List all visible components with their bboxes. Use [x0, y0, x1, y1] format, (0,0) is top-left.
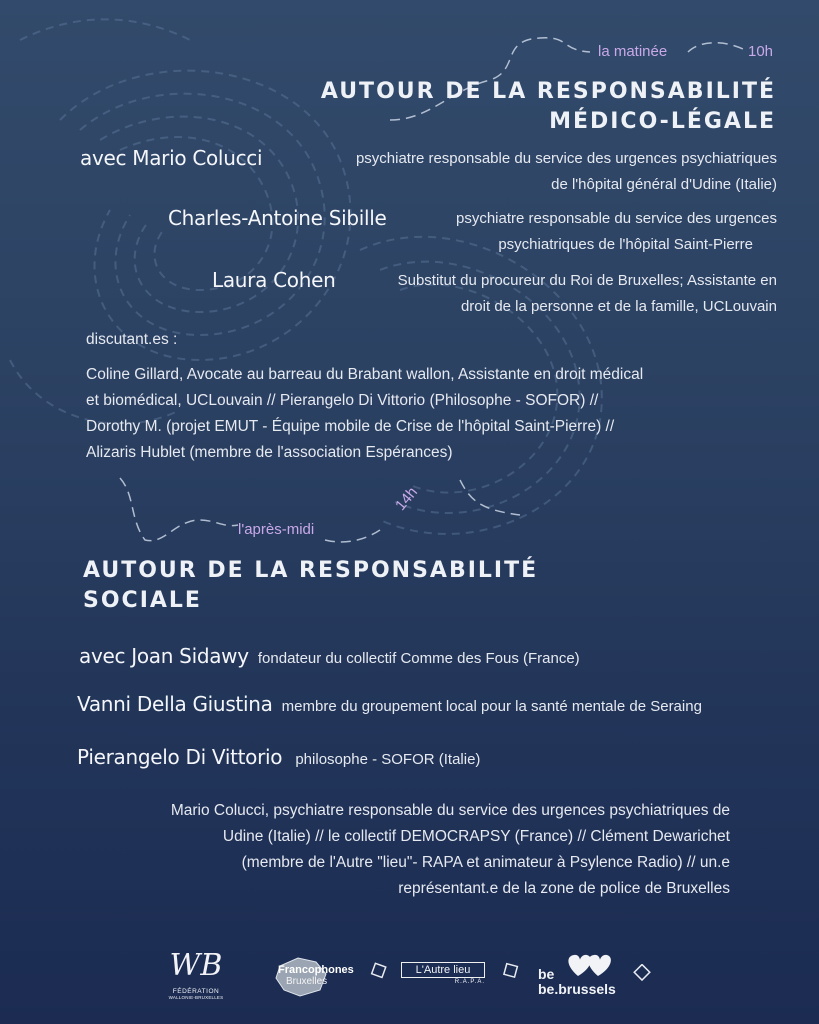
- speaker-desc: psychiatriques de l'hôpital Saint-Pierre: [498, 236, 753, 253]
- speaker-desc: philosophe - SOFOR (Italie): [295, 751, 481, 768]
- diamond-icon: [370, 962, 388, 980]
- discussants-line: (membre de l'Autre "lieu"- RAPA et animateur à Psylence Radio) // un.e: [241, 854, 730, 871]
- be-brussels-logo: [538, 950, 628, 996]
- morning-title-line1: AUTOUR DE LA RESPONSABILITÉ: [320, 79, 776, 104]
- autre-lieu-sub: R.A.P.A.: [454, 979, 485, 985]
- discussants-line: et biomédical, UCLouvain // Pierangelo Di Vittorio (Philosophe - SOFOR) //: [86, 392, 599, 409]
- morning-title-line2: MÉDICO-LÉGALE: [549, 109, 776, 134]
- discussants-line: Udine (Italie) // le collectif DEMOCRAPSY (France) // Clément Dewarichet: [222, 828, 730, 845]
- speaker-desc: membre du groupement local pour la santé mentale de Seraing: [281, 698, 702, 715]
- discussants-line: Dorothy M. (projet EMUT - Équipe mobile de Crise de l'hôpital Saint-Pierre) //: [86, 418, 615, 435]
- morning-discussants: [86, 362, 746, 466]
- fwb-line2: WALLONIE-BRUXELLES: [168, 995, 224, 1000]
- autre-lieu-logo: [401, 962, 485, 985]
- afternoon-title-line2: SOCIALE: [83, 588, 202, 613]
- speaker-name: Pierangelo Di Vittorio: [77, 745, 283, 769]
- fwb-line1: FÉDÉRATION: [172, 988, 220, 995]
- afternoon-title: [83, 556, 538, 616]
- morning-label: la matinée: [598, 43, 668, 60]
- fwb-logo: [166, 950, 226, 1000]
- speaker-desc: Substitut du procureur du Roi de Bruxelles; Assistante en: [397, 272, 777, 289]
- afternoon-discussants: [70, 798, 730, 902]
- discussants-label: discutant.es :: [86, 331, 178, 348]
- francophones-logo: [270, 952, 360, 996]
- speaker-desc: fondateur du collectif Comme des Fous (France): [257, 650, 580, 667]
- autre-lieu-name: L'Autre lieu: [401, 962, 485, 978]
- speaker-desc: droit de la personne et de la famille, UCLouvain: [460, 298, 777, 315]
- discussants-line: Mario Colucci, psychiatre responsable du service des urgences psychiatriques de: [170, 802, 730, 819]
- francophones-line1: Francophones: [278, 964, 354, 976]
- hearts-icon: [564, 950, 616, 980]
- fwb-mark: WB: [169, 948, 223, 983]
- afternoon-title-line1: AUTOUR DE LA RESPONSABILITÉ: [83, 558, 539, 583]
- afternoon-speaker-3: [77, 745, 480, 769]
- morning-title: [321, 77, 776, 137]
- speaker-name: avec Mario Colucci: [80, 146, 263, 170]
- afternoon-label: l'après-midi: [238, 521, 315, 538]
- afternoon-speaker-1: [79, 644, 580, 668]
- francophones-line2: Bruxelles: [286, 976, 328, 987]
- speaker-desc: de l'hôpital général d'Udine (Italie): [551, 176, 777, 193]
- speaker-desc: psychiatre responsable du service des urgences: [455, 210, 777, 227]
- discussants-line: Alizaris Hublet (membre de l'association Espérances): [86, 444, 453, 461]
- afternoon-speaker-2: [77, 692, 702, 716]
- be-brussels-text: be.brussels: [538, 981, 616, 997]
- discussants-line: Coline Gillard, Avocate au barreau du Brabant wallon, Assistante en droit médical: [86, 366, 644, 383]
- speaker-name: avec Joan Sidawy: [79, 644, 249, 668]
- speaker-name: Laura Cohen: [212, 268, 336, 292]
- speaker-name: Charles-Antoine Sibille: [168, 206, 387, 230]
- diamond-icon: [502, 962, 520, 980]
- speaker-desc: psychiatre responsable du service des urgences psychiatriques: [355, 150, 777, 167]
- morning-time: 10h: [748, 43, 774, 60]
- diamond-icon: [633, 964, 651, 982]
- discussants-line: représentant.e de la zone de police de Bruxelles: [398, 880, 730, 897]
- be-prefix: be: [538, 966, 555, 982]
- afternoon-time: 14h: [392, 483, 422, 514]
- speaker-name: Vanni Della Giustina: [77, 692, 273, 716]
